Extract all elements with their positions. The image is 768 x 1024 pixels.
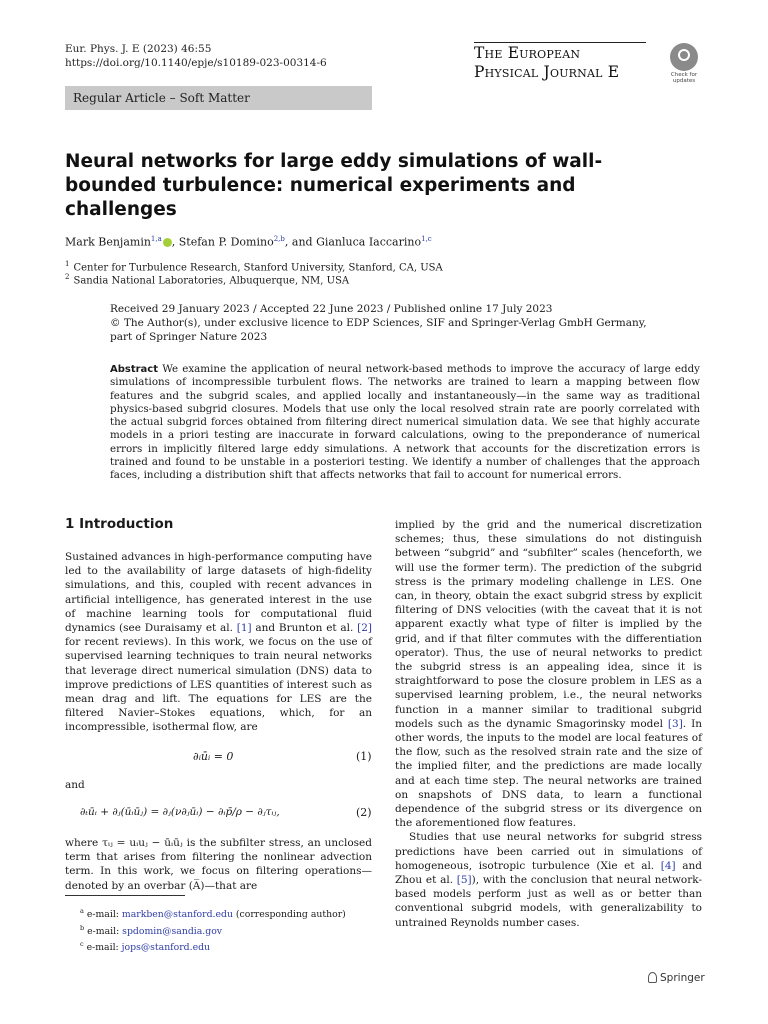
springer-horse-icon	[648, 972, 657, 983]
author-2: , Stefan P. Domino	[171, 235, 274, 249]
citation-link[interactable]: [4]	[660, 859, 676, 872]
journal-reference	[65, 42, 327, 70]
section-heading: 1 Introduction	[65, 516, 174, 532]
email-link[interactable]: spdomin@sandia.gov	[122, 925, 223, 937]
check-updates-icon	[670, 43, 698, 71]
author-2-affil[interactable]: 2,b	[273, 235, 285, 243]
author-1: Mark Benjamin	[65, 235, 151, 249]
intro-right-column: implied by the grid and the numerical discretization schemes; thus, these simulations do not distinguish between “subgrid” and “subfilter” scales (henceforth, we will use the former term). The prediction of the subgrid stress is the primary modeling challenge in LES. One can, in theory, obtain the exact subgrid stress by explicit filtering of DNS velocities (with the caveat that it is not apparent exactly what type of filter is implied by the grid, and if that filter commutes with the differentiation operator). Thus, the use of neural networks to predict the subgrid stress is an appealing idea, since it is straightforward to pose the closure problem in LES as a supervised learning problem, i.e., the neural networks function in a manner similar to traditional subgrid models such as the dynamic Smagorinsky model [3]. In other words, the inputs to the model are local features of the flow, such as the resolved strain rate and the size of the implied filter, and the predictions are made locally and at each time step. The neural networks are trained on snapshots of DNS data, to learn a functional dependence of the subgrid stress or its divergence on the aforementioned flow features. Studies that use neural networks for subgrid stress predictions have been carried out in simulations of homogeneous, isotropic turbulence (Xie et al. [4] and Zhou et al. [5]), with the conclusion that neural network-based models perform just as well as or better than conventional subgrid models, with generalizability to untrained Reynolds number cases.	[395, 519, 702, 929]
abstract-text: We examine the application of neural network-based methods to improve the accuracy of large eddy simulations of incompressible turbulent flows. The networks are trained to learn a mapping between flow features and the subgrid scales, and applied locally and instantaneously—in the same way as traditional physics-based subgrid closures. Models that use only the local resolved strain rate are poorly correlated with the actual subgrid forces obtained from filtering direct numerical simulation data. We see that highly accurate models in a priori testing are inaccurate in forward calculations, owing to the preponderance of numerical errors in implicitly filtered large eddy simulations. A network that accounts for the discretization errors is trained and found to be unstable in a posteriori testing. We identify a number of challenges that the approach faces, including a distribution shift that affects networks that fail to account for numerical errors.	[110, 363, 700, 482]
intro-paragraph-3: Studies that use neural networks for subgrid stress predictions have been carried out in simulations of homogeneous, isotropic turbulence (Xie et al. [4] and Zhou et al. [5]), with the conclusion that neural network-based models perform just as well as or better than conventional subgrid models, with generalizability to untrained Reynolds number cases.	[395, 831, 702, 929]
equation-2-number: (2)	[356, 806, 372, 819]
doi-link[interactable]: https://doi.org/10.1140/epje/s10189-023-00314-6	[65, 57, 327, 69]
orcid-icon[interactable]	[163, 238, 172, 247]
affiliation-2: $^2$ Sandia National Laboratories, Albuquerque, NM, USA	[65, 273, 350, 287]
footnote-rule	[65, 895, 185, 896]
abstract-label: Abstract	[110, 364, 159, 375]
equation-1-number: (1)	[356, 750, 372, 763]
publisher-name: Springer	[660, 972, 705, 984]
intro-paragraph-2: where τᵢⱼ = uᵢuⱼ − ūᵢūⱼ is the subfilter stress, an unclosed term that arises from filtering the nonlinear advection term. In this work, we focus on filtering operations—denoted by an overbar (A̅)—that are	[65, 837, 372, 892]
email-link[interactable]: markben@stanford.edu	[121, 909, 233, 921]
brand-line-2: Physical Journal E	[474, 63, 620, 81]
copyright-line-2: part of Springer Nature 2023	[110, 331, 268, 343]
footnotes	[80, 905, 346, 955]
citation-link[interactable]: [3]	[667, 717, 683, 730]
author-3-affil[interactable]: 1,c	[421, 235, 432, 243]
dates-line: Received 29 January 2023 / Accepted 22 June 2023 / Published online 17 July 2023	[110, 303, 553, 315]
journal-brand	[474, 44, 646, 82]
citation-link[interactable]: [1]	[236, 622, 252, 635]
brand-rule	[474, 42, 646, 43]
affiliation-1: $^1$ Center for Turbulence Research, Stanford University, Stanford, CA, USA	[65, 260, 443, 274]
and-text: and	[65, 779, 85, 791]
brand-line-1: The European	[474, 44, 581, 62]
footnote-b: $^b$ e-mail: spdomin@sandia.gov	[80, 923, 223, 937]
copyright-line: © The Author(s), under exclusive licence to EDP Sciences, SIF and Springer-Verlag GmbH Germany,	[110, 317, 647, 329]
author-1-affil[interactable]: 1,a	[150, 235, 162, 243]
equation-2: ∂ₜūᵢ + ∂ⱼ(ūᵢūⱼ) = ∂ⱼ(ν∂ⱼūᵢ) − ∂ᵢp̄/ρ − ∂ⱼτᵢⱼ,	[80, 806, 280, 818]
footnote-a: $^a$ e-mail: markben@stanford.edu (corresponding author)	[80, 907, 346, 921]
publisher-logo	[648, 972, 705, 984]
check-updates-label: Check for updates	[670, 72, 698, 84]
publication-dates	[110, 302, 700, 344]
footnote-c: $^c$ e-mail: jops@stanford.edu	[80, 940, 211, 954]
paper-title: Neural networks for large eddy simulations of wall-bounded turbulence: numerical experiments and challenges	[65, 151, 603, 220]
citation-link[interactable]: [2]	[357, 622, 372, 635]
author-3: , and Gianluca Iaccarino	[284, 235, 422, 249]
author-list	[65, 232, 432, 250]
article-type: Regular Article – Soft Matter	[73, 91, 250, 105]
abstract	[110, 363, 700, 483]
journal-citation: Eur. Phys. J. E (2023) 46:55	[65, 43, 212, 55]
equation-1: ∂ᵢūᵢ = 0	[193, 750, 234, 763]
check-for-updates-badge[interactable]	[666, 43, 702, 84]
citation-link[interactable]: [5]	[456, 874, 472, 887]
email-link[interactable]: jops@stanford.edu	[121, 942, 211, 954]
intro-paragraph-1: Sustained advances in high-performance computing have led to the availability of large datasets of high-fidelity simulations, and this, coupled with recent advances in artificial intelligence, has generated interest in the use of machine learning tools for computational fluid dynamics (see Duraisamy et al. [1] and Brunton et al. [2] for recent reviews). In this work, we focus on the use of supervised learning techniques to train neural networks that leverage direct numerical simulation (DNS) data to improve predictions of LES quantities of interest such as mean drag and lift. The equations for LES are the filtered Navier–Stokes equations, which, for an incompressible, isothermal flow, are	[65, 551, 372, 734]
